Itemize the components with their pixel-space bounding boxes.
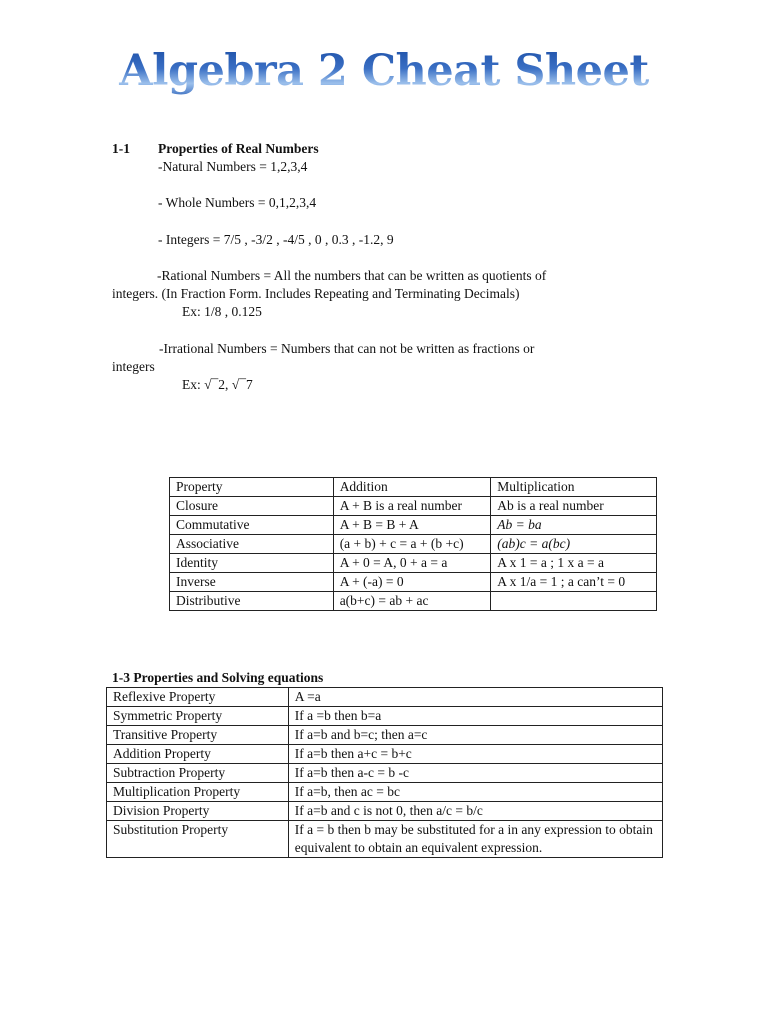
table-cell: Symmetric Property (107, 707, 289, 726)
table-header: Addition (333, 478, 491, 497)
whole-numbers: - Whole Numbers = 0,1,2,3,4 (158, 195, 317, 210)
irrational-line1: -Irrational Numbers = Numbers that can not be written as fractions or (159, 341, 535, 356)
table-cell: If a = b then b may be substituted for a in any expression to obtain equivalent to obtain an equivalent expression. (288, 821, 662, 858)
rational-example: Ex: 1/8 , 0.125 (182, 304, 262, 319)
table-cell: Substitution Property (107, 821, 289, 858)
table-header: Multiplication (491, 478, 657, 497)
table-cell: A + 0 = A, 0 + a = a (333, 554, 491, 573)
table-row (107, 707, 663, 726)
table-row (107, 764, 663, 783)
table-row (170, 554, 657, 573)
table-row (170, 497, 657, 516)
table-cell: A + B is a real number (333, 497, 491, 516)
table-cell: If a=b, then ac = bc (288, 783, 662, 802)
table-cell (491, 592, 657, 611)
table-cell: Subtraction Property (107, 764, 289, 783)
table-cell: A x 1 = a ; 1 x a = a (491, 554, 657, 573)
table-cell: a(b+c) = ab + ac (333, 592, 491, 611)
table-row (107, 726, 663, 745)
irrational-line2: integers (112, 359, 155, 374)
table-cell: Multiplication Property (107, 783, 289, 802)
table-cell: Inverse (170, 573, 334, 592)
rational-line1: -Rational Numbers = All the numbers that can be written as quotients of (157, 268, 547, 283)
table-cell: A + B = B + A (333, 516, 491, 535)
section-number: 1-1 (112, 141, 130, 156)
table-row (107, 821, 663, 858)
table-cell: Associative (170, 535, 334, 554)
table-cell: If a=b and c is not 0, then a/c = b/c (288, 802, 662, 821)
table-cell: Distributive (170, 592, 334, 611)
table-row (170, 516, 657, 535)
table-header: Property (170, 478, 334, 497)
table-cell: A + (-a) = 0 (333, 573, 491, 592)
table-cell: Division Property (107, 802, 289, 821)
properties-table (169, 477, 657, 611)
integers: - Integers = 7/5 , -3/2 , -4/5 , 0 , 0.3 , -1.2, 9 (158, 232, 394, 247)
table-cell: If a =b then b=a (288, 707, 662, 726)
table-cell: Ab = ba (491, 516, 657, 535)
table-cell: Closure (170, 497, 334, 516)
table-cell: Reflexive Property (107, 688, 289, 707)
table-cell: If a=b then a+c = b+c (288, 745, 662, 764)
table-cell: Identity (170, 554, 334, 573)
table-cell: If a=b then a-c = b -c (288, 764, 662, 783)
table-header-row (170, 478, 657, 497)
irrational-example: Ex: √¯2, √¯7 (182, 377, 253, 392)
table-cell: A =a (288, 688, 662, 707)
rational-line2: integers. (In Fraction Form. Includes Repeating and Terminating Decimals) (112, 286, 520, 301)
table-cell: Addition Property (107, 745, 289, 764)
table-cell: Transitive Property (107, 726, 289, 745)
table-cell: A x 1/a = 1 ; a can’t = 0 (491, 573, 657, 592)
section-heading: Properties of Real Numbers (158, 141, 319, 156)
table-row (107, 783, 663, 802)
table-row (107, 802, 663, 821)
section3-heading: 1-3 Properties and Solving equations (112, 670, 324, 685)
table-row (170, 592, 657, 611)
table-cell: Ab is a real number (491, 497, 657, 516)
table-cell: (a + b) + c = a + (b +c) (333, 535, 491, 554)
table-cell: If a=b and b=c; then a=c (288, 726, 662, 745)
table-row (107, 688, 663, 707)
table-row (170, 535, 657, 554)
table-cell: (ab)c = a(bc) (491, 535, 657, 554)
equations-table (106, 687, 663, 858)
natural-numbers: -Natural Numbers = 1,2,3,4 (158, 159, 308, 174)
table-row (107, 745, 663, 764)
page-title: Algebra 2 Cheat Sheet (0, 46, 768, 96)
table-cell: Commutative (170, 516, 334, 535)
table-row (170, 573, 657, 592)
